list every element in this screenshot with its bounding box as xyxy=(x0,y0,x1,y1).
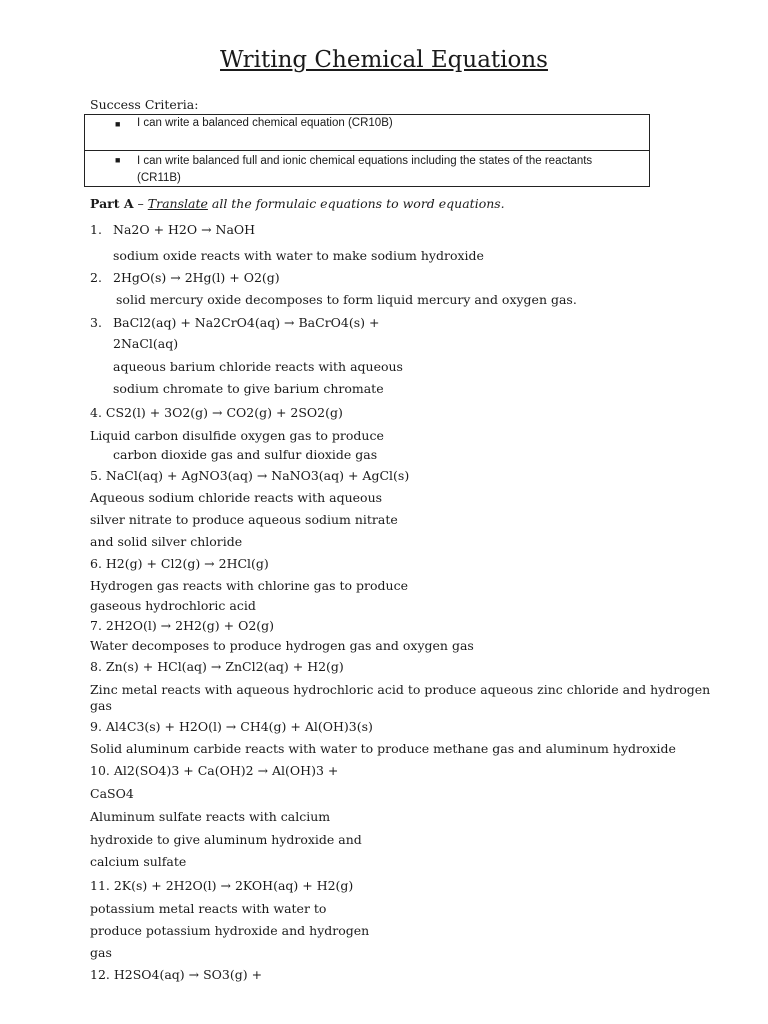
question-5: 5. NaCl(aq) + AgNO3(aq) → NaNO3(aq) + AgCl(s) xyxy=(90,468,410,483)
question-11: 11. 2K(s) + 2H2O(l) → 2KOH(aq) + H2(g) xyxy=(90,878,354,893)
success-criteria-label: Success Criteria: xyxy=(90,97,199,112)
success-criteria-box xyxy=(84,114,650,187)
bullet-icon: ■ xyxy=(115,155,121,165)
page-title: Writing Chemical Equations xyxy=(220,47,548,73)
answer-1: sodium oxide reacts with water to make sodium hydroxide xyxy=(113,248,484,263)
criteria-text-1: I can write a balanced chemical equation (CR10B) xyxy=(137,117,393,129)
question-12: 12. H2SO4(aq) → SO3(g) + xyxy=(90,967,263,982)
answer-3-line-2: sodium chromate to give barium chromate xyxy=(113,381,384,396)
question-3 xyxy=(90,315,380,330)
equation: BaCl2(aq) + Na2CrO4(aq) → BaCrO4(s) + xyxy=(113,315,380,330)
equation-continued: CaSO4 xyxy=(90,786,134,801)
answer-9: Solid aluminum carbide reacts with water to produce methane gas and aluminum hydroxide xyxy=(90,741,676,756)
answer-4-line-2: carbon dioxide gas and sulfur dioxide gas xyxy=(113,447,378,462)
part-a-label: Part A xyxy=(90,196,134,211)
question-number: 3. xyxy=(90,315,102,330)
question-number: 1. xyxy=(90,222,102,237)
question-number: 2. xyxy=(90,270,102,285)
answer-5-line-3: and solid silver chloride xyxy=(90,534,243,549)
question-2 xyxy=(90,270,280,285)
question-10: 10. Al2(SO4)3 + Ca(OH)2 → Al(OH)3 + xyxy=(90,763,339,778)
answer-7: Water decomposes to produce hydrogen gas and oxygen gas xyxy=(90,638,474,653)
question-8: 8. Zn(s) + HCl(aq) → ZnCl2(aq) + H2(g) xyxy=(90,659,344,674)
question-1 xyxy=(90,222,255,237)
part-a-verb: Translate xyxy=(147,196,208,211)
answer-6-line-2: gaseous hydrochloric acid xyxy=(90,598,256,613)
answer-11-line-3: gas xyxy=(90,945,112,960)
equation-continued: 2NaCl(aq) xyxy=(113,336,179,351)
question-4: 4. CS2(l) + 3O2(g) → CO2(g) + 2SO2(g) xyxy=(90,405,343,420)
question-7: 7. 2H2O(l) → 2H2(g) + O2(g) xyxy=(90,618,275,633)
criteria-text-2-code: (CR11B) xyxy=(137,172,181,184)
criteria-row-2 xyxy=(85,150,649,188)
answer-3-line-1: aqueous barium chloride reacts with aqueous xyxy=(113,359,403,374)
part-a-dash: – xyxy=(133,196,148,211)
answer-11-line-2: produce potassium hydroxide and hydrogen xyxy=(90,923,370,938)
answer-5-line-2: silver nitrate to produce aqueous sodium nitrate xyxy=(90,512,398,527)
bullet-icon: ■ xyxy=(115,119,121,129)
answer-11-line-1: potassium metal reacts with water to xyxy=(90,901,327,916)
answer-5-line-1: Aqueous sodium chloride reacts with aqueous xyxy=(90,490,383,505)
answer-10-line-2: hydroxide to give aluminum hydroxide and xyxy=(90,832,362,847)
part-a-instruction: all the formulaic equations to word equations. xyxy=(207,196,505,211)
answer-8-line-2: gas xyxy=(90,698,112,713)
criteria-text-2: I can write balanced full and ionic chemical equations including the states of the reactants xyxy=(137,155,593,167)
question-6: 6. H2(g) + Cl2(g) → 2HCl(g) xyxy=(90,556,269,571)
answer-10-line-1: Aluminum sulfate reacts with calcium xyxy=(90,809,331,824)
part-a-heading xyxy=(90,196,505,211)
criteria-row-1 xyxy=(85,115,649,151)
question-9: 9. Al4C3(s) + H2O(l) → CH4(g) + Al(OH)3(s) xyxy=(90,719,373,734)
answer-6-line-1: Hydrogen gas reacts with chlorine gas to produce xyxy=(90,578,408,593)
equation: 2HgO(s) → 2Hg(l) + O2(g) xyxy=(113,270,280,285)
answer-4-line-1: Liquid carbon disulfide oxygen gas to produce xyxy=(90,428,384,443)
equation: Na2O + H2O → NaOH xyxy=(113,222,256,237)
answer-2: solid mercury oxide decomposes to form liquid mercury and oxygen gas. xyxy=(116,292,577,307)
answer-10-line-3: calcium sulfate xyxy=(90,854,187,869)
answer-8-line-1: Zinc metal reacts with aqueous hydrochloric acid to produce aqueous zinc chloride and hydrogen xyxy=(90,682,711,697)
